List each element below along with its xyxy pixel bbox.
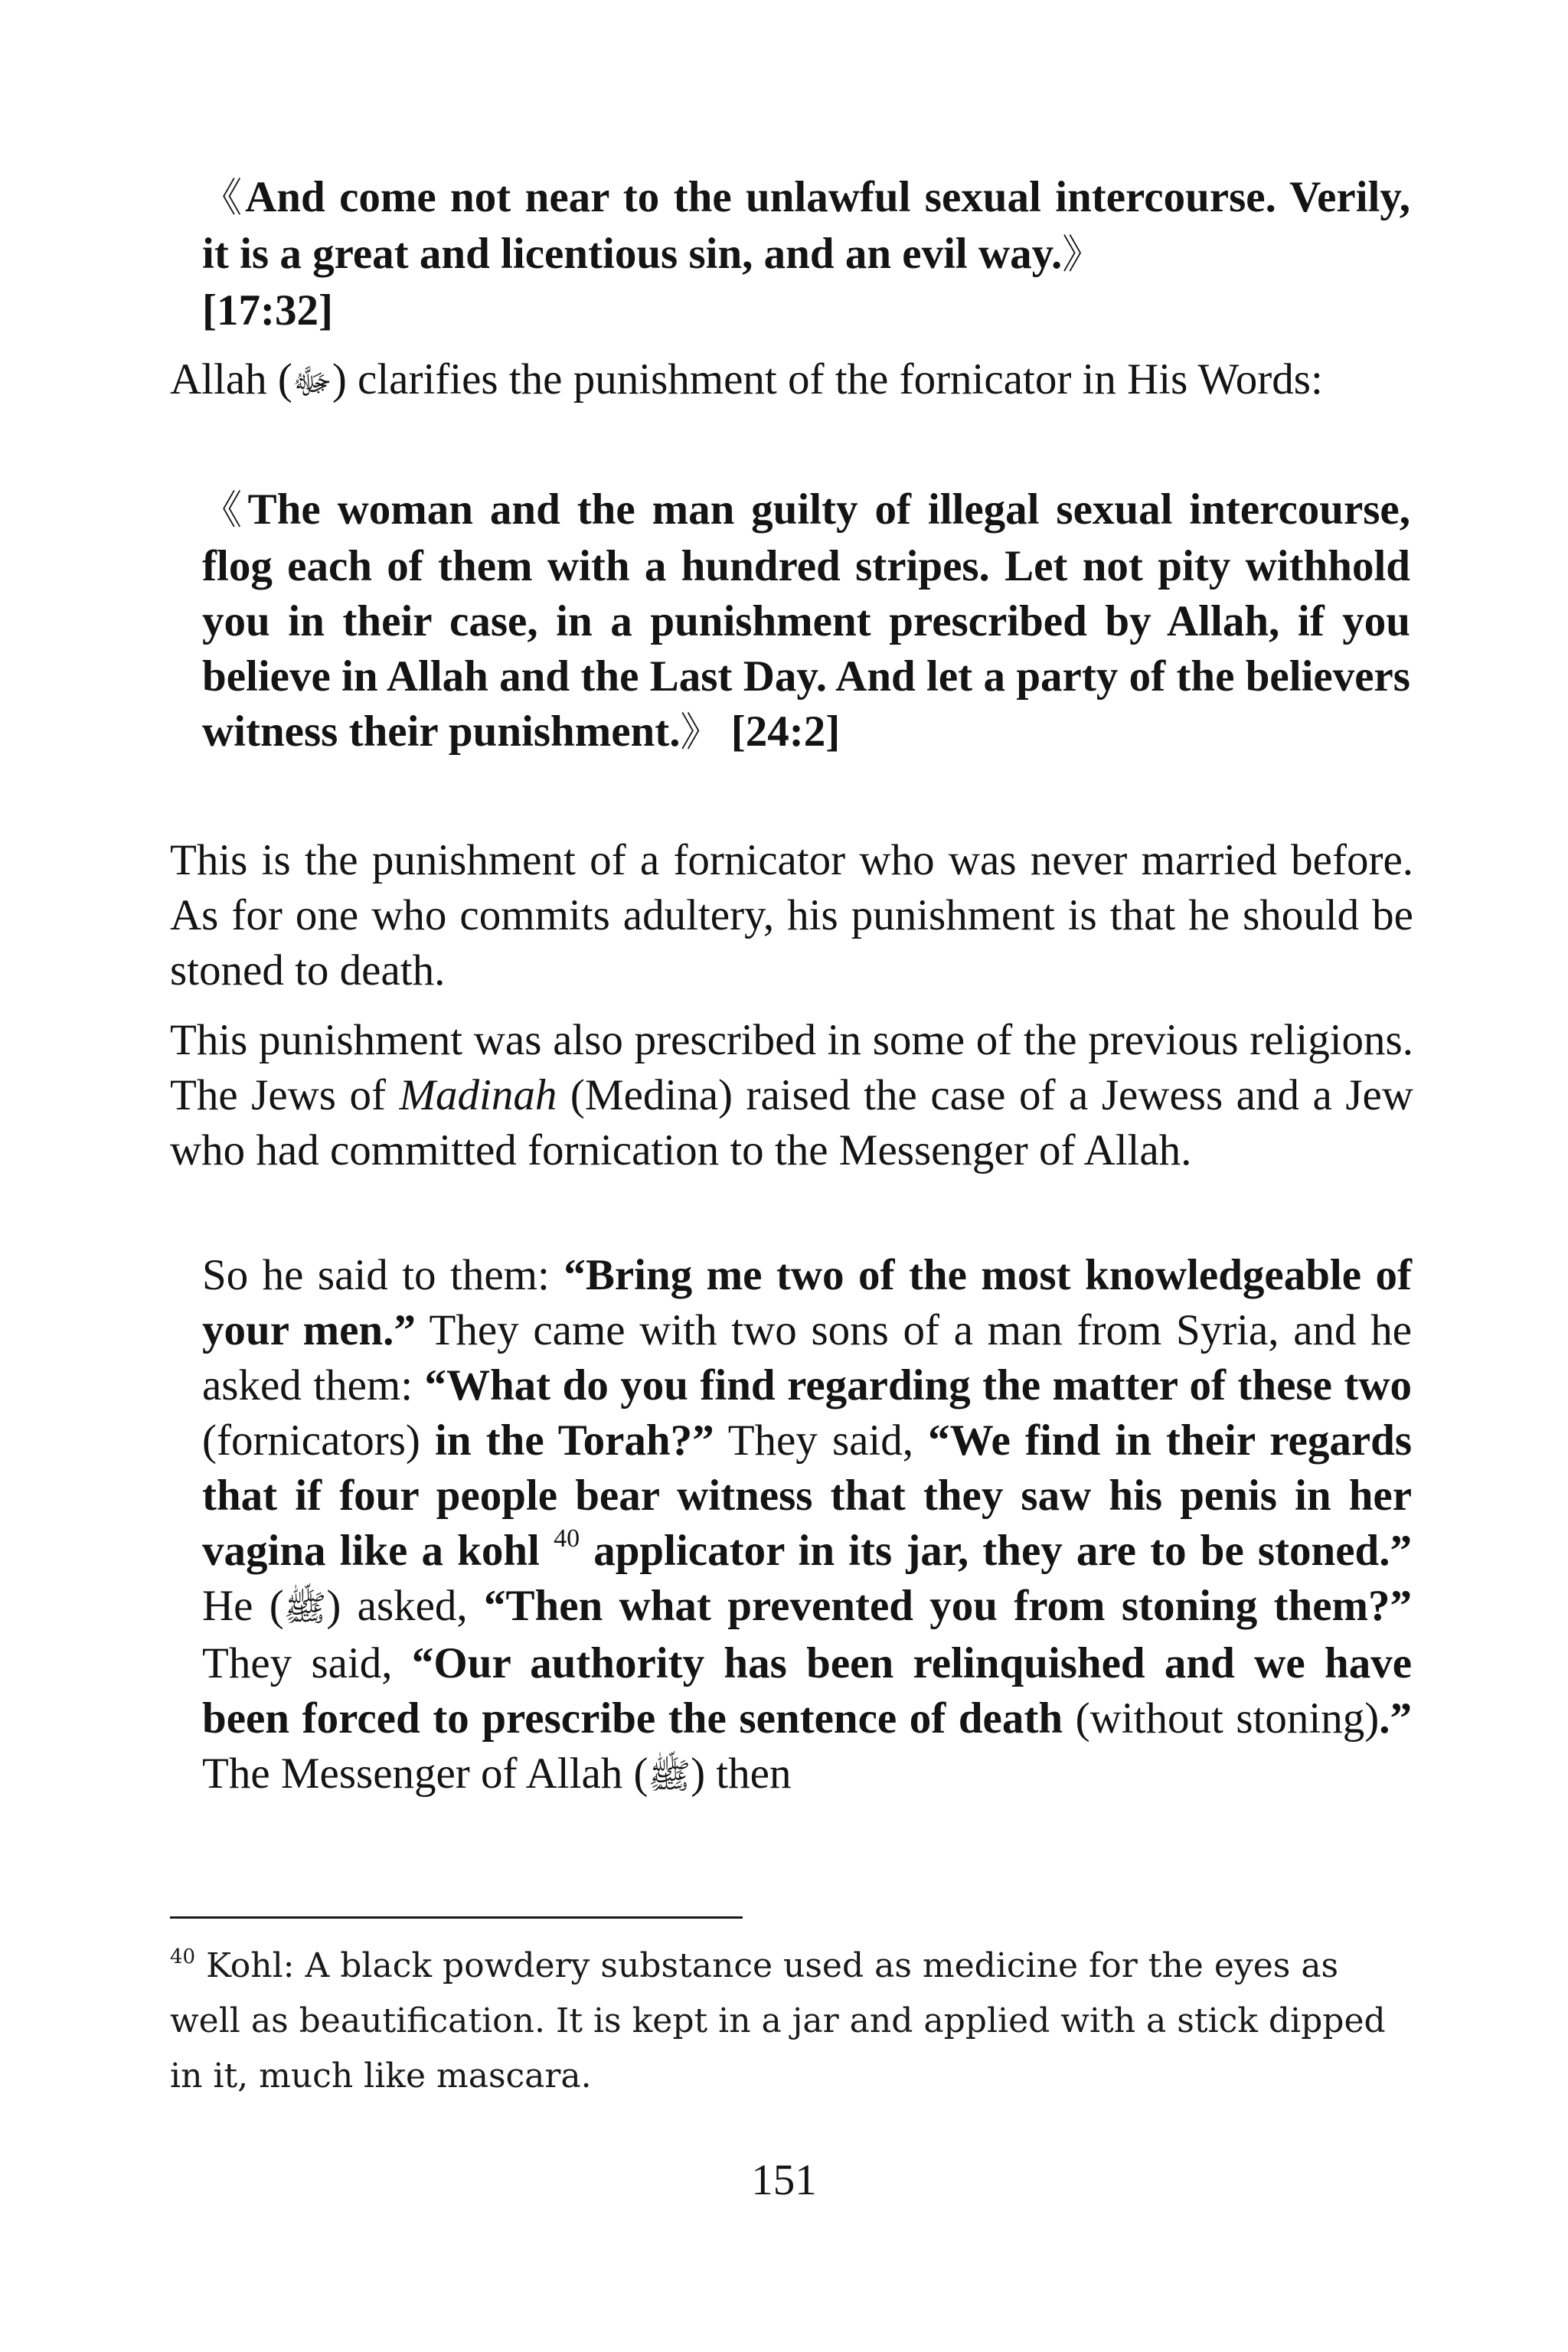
text-segment: This punishment was also prescribed in some of the previous religions. The Jews of: [170, 1016, 1413, 1119]
bold-speech: in the Torah?”: [435, 1416, 714, 1465]
bold-speech: applicator in its jar, they are to be stoned.”: [580, 1527, 1413, 1575]
text-segment: (fornicators): [202, 1416, 436, 1465]
bold-speech: “Bring me two of the most knowledgeable of your men.”: [202, 1251, 1412, 1354]
paragraph-intro: [170, 352, 1413, 410]
text-segment: So he said to them:: [202, 1251, 564, 1299]
quote-text: And come not near to the unlawful sexual intercourse. Verily, it is a great and licentious sin, and an evil way.: [202, 173, 1410, 278]
honorific-glyph: ﷺ: [283, 1589, 327, 1628]
text-segment: ) clarifies the punishment of the fornicator in His Words:: [332, 355, 1323, 403]
quran-quote-17-32: [202, 170, 1410, 338]
bold-speech: “Then what prevented you from stoning them?”: [484, 1582, 1412, 1630]
text-segment: (Medina) raised the case of a Jewess and a Jew who had committed fornication to the Messenger of Allah.: [170, 1071, 1413, 1174]
text-segment: (without stoning): [1063, 1694, 1380, 1743]
quran-quote-24-2: [202, 482, 1410, 761]
text-segment: They said,: [202, 1639, 412, 1687]
bold-speech: .”: [1379, 1694, 1412, 1743]
quote-close-ornament: 》: [1062, 234, 1102, 277]
text-segment: They came with two sons of a man from Syria, and he asked them:: [202, 1306, 1413, 1410]
honorific-glyph: ﷻ: [292, 362, 332, 401]
italic-term: Madinah: [399, 1071, 557, 1119]
footnote: [170, 1939, 1410, 2104]
quote-text: The woman and the man guilty of illegal sexual intercourse, flog each of them with a hundred stripes. Let not pity withhold you in their case, in a punishment prescribed by Allah, if you believe in Allah and the Last Day. And let a party of the believers witness their punishment.: [202, 485, 1410, 756]
text-segment: ) then: [691, 1749, 792, 1798]
text-segment: The Messenger of Allah (: [202, 1749, 648, 1798]
bold-speech: “What do you find regarding the matter of these two: [424, 1361, 1412, 1410]
verse-reference: [24:2]: [730, 707, 841, 756]
text-segment: ) asked,: [326, 1582, 484, 1630]
text-segment: They said,: [714, 1416, 929, 1465]
quote-open-ornament: 《: [202, 177, 246, 220]
paragraph-punishment: This is the punishment of a fornicator who was never married before. As for one who commits adultery, his punishment is that he should be stoned to death.: [170, 836, 1413, 995]
footnote-divider: [170, 1916, 743, 1919]
page-number: 151: [751, 2156, 817, 2204]
quote-open-ornament: 《: [202, 489, 248, 533]
hadith-narration: [202, 1248, 1412, 1804]
honorific-glyph: ﷺ: [648, 1756, 691, 1795]
footnote-text: Kohl: A black powdery substance used as medicine for the eyes as well as beautification. It is kept in a jar and applied with a stick dipped in it, much like mascara.: [170, 1946, 1386, 2096]
bold-speech: “Our authority has been relinquished and we have been forced to prescribe the sentence of death: [202, 1639, 1413, 1743]
bold-speech: “We find in their regards that if four people bear witness that they saw his penis in her vagina like a kohl: [202, 1416, 1412, 1575]
paragraph-previous-religions: [170, 1013, 1413, 1178]
footnote-marker[interactable]: 40: [554, 1524, 580, 1553]
text-segment: He (: [202, 1582, 284, 1630]
text-segment: Allah (: [170, 355, 292, 403]
footnote-number: 40: [170, 1945, 196, 1968]
verse-reference: [17:32]: [202, 286, 333, 335]
quote-close-ornament: 》: [680, 711, 720, 755]
